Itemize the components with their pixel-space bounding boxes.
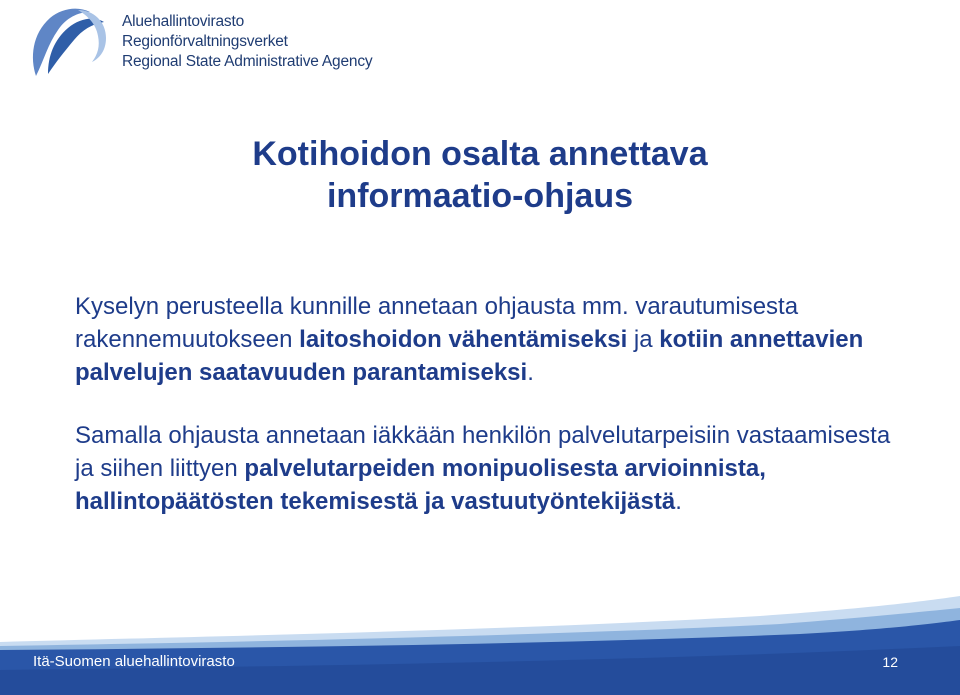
org-name-english: Regional State Administrative Agency: [122, 53, 373, 70]
footer-organization: Itä-Suomen aluehallintovirasto: [33, 653, 235, 670]
body-paragraph-2: [75, 419, 915, 518]
text-run-bold: palvelutarpeiden monipuolisesta arvioinnista, hallintopäätösten tekemisestä ja vastuutyöntekijästä: [75, 455, 766, 515]
agency-logo-icon: [26, 4, 108, 80]
body-paragraph-1: [75, 290, 915, 389]
page-number: 12: [882, 654, 898, 670]
org-name-finnish: Aluehallintovirasto: [122, 13, 244, 30]
text-run: .: [675, 488, 682, 515]
slide-title-line-1: Kotihoidon osalta annettava: [252, 135, 708, 173]
text-run: Kyselyn perusteella kunnille annetaan ohjausta mm. varautumisesta rakennemuutokseen: [75, 293, 799, 353]
slide-title-line-2: informaatio-ohjaus: [326, 177, 634, 215]
text-run: .: [527, 359, 534, 386]
text-run-bold: laitoshoidon vähentämiseksi: [299, 326, 628, 353]
footer-wave-band: [0, 590, 960, 695]
text-run-bold: kotiin annettavien palvelujen saatavuuden parantamiseksi: [75, 326, 864, 386]
text-run: ja: [627, 326, 660, 353]
slide-title: [0, 133, 960, 217]
org-name-swedish: Regionförvaltningsverket: [122, 33, 288, 50]
text-run: Samalla ohjausta annetaan iäkkään henkilön palvelutarpeisiin vastaamisesta ja siihen liittyen: [75, 422, 891, 482]
organization-name: [122, 12, 372, 72]
